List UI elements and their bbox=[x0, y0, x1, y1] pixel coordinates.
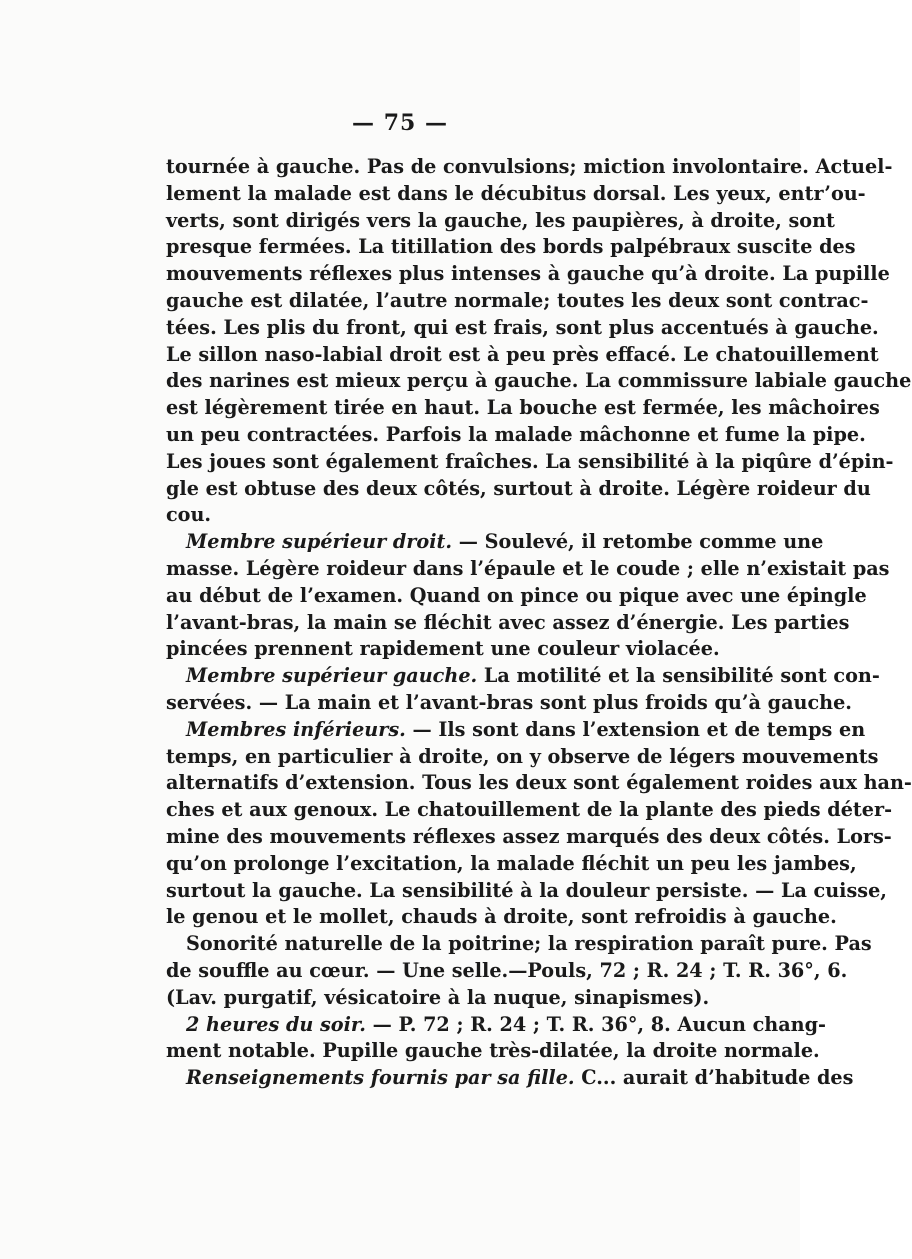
italic-heading: Membre supérieur gauche. bbox=[186, 664, 478, 688]
text-line bbox=[166, 529, 824, 556]
text-segment: cou. bbox=[166, 503, 212, 527]
italic-heading: 2 heures du soir. bbox=[186, 1012, 366, 1036]
text-line bbox=[166, 1065, 854, 1092]
italic-heading: Membre supérieur droit. bbox=[186, 530, 453, 554]
text-line bbox=[166, 610, 850, 637]
text-segment: tées. Les plis du front, qui est frais, sont plus accentués à gauche. bbox=[166, 315, 879, 339]
text-line bbox=[166, 824, 892, 851]
text-segment: surtout la gauche. La sensibilité à la douleur persiste. — La cuisse, bbox=[166, 878, 887, 902]
text-segment: alternatifs d’extension. Tous les deux sont également roides aux han- bbox=[166, 771, 912, 795]
text-segment: mine des mouvements réflexes assez marqués des deux côtés. Lors- bbox=[166, 824, 892, 848]
text-line bbox=[166, 261, 890, 288]
page-number: — 75 — bbox=[352, 110, 448, 136]
text-line bbox=[166, 449, 894, 476]
text-line bbox=[166, 342, 879, 369]
text-line bbox=[166, 636, 720, 663]
text-line bbox=[166, 797, 893, 824]
text-segment: Les joues sont également fraîches. La sensibilité à la piqûre d’épin- bbox=[166, 449, 894, 473]
text-segment: C... aurait d’habitude des bbox=[574, 1066, 854, 1090]
text-segment: presque fermées. La titillation des bords palpébraux suscite des bbox=[166, 235, 856, 259]
text-segment: le genou et le mollet, chauds à droite, sont refroidis à gauche. bbox=[166, 905, 837, 929]
text-line bbox=[166, 690, 852, 717]
text-line bbox=[166, 583, 867, 610]
text-line bbox=[166, 288, 869, 315]
text-segment: tournée à gauche. Pas de convulsions; miction involontaire. Actuel- bbox=[166, 155, 893, 178]
text-line bbox=[166, 368, 912, 395]
text-segment: — Ils sont dans l’extension et de temps en bbox=[405, 717, 866, 741]
italic-heading: Renseignements fournis par sa fille. bbox=[186, 1066, 575, 1090]
text-segment: est légèrement tirée en haut. La bouche est fermée, les mâchoires bbox=[166, 396, 880, 420]
text-line bbox=[166, 154, 893, 181]
text-line bbox=[166, 422, 866, 449]
text-segment: mouvements réflexes plus intenses à gauche qu’à droite. La pupille bbox=[166, 262, 890, 286]
text-segment: Le sillon naso-labial droit est à peu près effacé. Le chatouillement bbox=[166, 342, 879, 366]
text-segment: — Soulevé, il retombe comme une bbox=[452, 530, 824, 554]
text-segment: au début de l’examen. Quand on pince ou pique avec une épingle bbox=[166, 583, 867, 607]
text-segment: servées. — La main et l’avant-bras sont plus froids qu’à gauche. bbox=[166, 690, 852, 714]
text-segment: ment notable. Pupille gauche très-dilatée, la droite normale. bbox=[166, 1039, 820, 1063]
text-segment: l’avant-bras, la main se fléchit avec assez d’énergie. Les parties bbox=[166, 610, 850, 634]
text-line bbox=[166, 904, 837, 931]
body-text bbox=[166, 154, 912, 1092]
text-line bbox=[166, 958, 848, 985]
text-segment: de souffle au cœur. — Une selle.—Pouls, 72 ; R. 24 ; T. R. 36°, 6. bbox=[166, 958, 848, 982]
text-segment: ches et aux genoux. Le chatouillement de la plante des pieds déter- bbox=[166, 798, 893, 822]
text-line bbox=[166, 1012, 826, 1039]
text-line bbox=[166, 234, 856, 261]
text-segment: lement la malade est dans le décubitus dorsal. Les yeux, entr’ou- bbox=[166, 181, 866, 205]
text-line bbox=[166, 744, 879, 771]
text-line bbox=[166, 931, 872, 958]
text-line bbox=[166, 985, 710, 1012]
italic-heading: Membres inférieurs. bbox=[186, 717, 406, 741]
text-line bbox=[166, 502, 698, 529]
text-line bbox=[166, 476, 871, 503]
text-segment: gle est obtuse des deux côtés, surtout à droite. Légère roideur du bbox=[166, 476, 871, 500]
text-line bbox=[166, 556, 890, 583]
text-segment: (Lav. purgatif, vésicatoire à la nuque, sinapismes). bbox=[166, 985, 710, 1009]
text-segment: Sonorité naturelle de la poitrine; la respiration paraît pure. Pas bbox=[186, 932, 872, 956]
text-segment: masse. Légère roideur dans l’épaule et le coude ; elle n’existait pas bbox=[166, 556, 890, 580]
text-segment: — P. 72 ; R. 24 ; T. R. 36°, 8. Aucun chang- bbox=[365, 1012, 826, 1036]
text-segment: temps, en particulier à droite, on y observe de légers mouvements bbox=[166, 744, 879, 768]
text-line bbox=[166, 851, 857, 878]
text-line bbox=[166, 717, 866, 744]
text-segment: pincées prennent rapidement une couleur violacée. bbox=[166, 637, 720, 661]
text-line bbox=[166, 315, 879, 342]
text-segment: La motilité et la sensibilité sont con- bbox=[477, 664, 880, 688]
text-line bbox=[166, 770, 912, 797]
text-segment: verts, sont dirigés vers la gauche, les paupières, à droite, sont bbox=[166, 208, 835, 232]
text-segment: un peu contractées. Parfois la malade mâchonne et fume la pipe. bbox=[166, 422, 866, 446]
text-segment: gauche est dilatée, l’autre normale; toutes les deux sont contrac- bbox=[166, 288, 869, 312]
text-line bbox=[166, 878, 887, 905]
text-line bbox=[166, 208, 835, 235]
text-segment: des narines est mieux perçu à gauche. La commissure labiale gauche bbox=[166, 369, 912, 393]
text-line bbox=[166, 395, 880, 422]
text-segment: qu’on prolonge l’excitation, la malade fléchit un peu les jambes, bbox=[166, 851, 857, 875]
text-line bbox=[166, 1038, 820, 1065]
text-line bbox=[166, 181, 866, 208]
text-line bbox=[166, 663, 880, 690]
